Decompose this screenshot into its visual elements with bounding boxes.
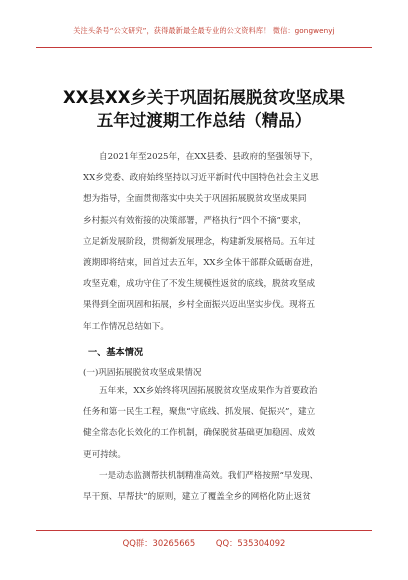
intro-line: 攻坚克难，成功守住了不发生规模性返贫的底线，脱贫攻坚成 xyxy=(83,279,316,290)
intro-line: 乡村振兴有效衔接的决策部署，严格执行“四个不摘”要求， xyxy=(83,215,307,226)
paragraph-results xyxy=(83,381,345,466)
title-line-2: 五年过渡期工作总结（精品） xyxy=(96,111,312,130)
paragraph-line: 任务和第一民生工程，聚焦“守底线、抓发展、促振兴”，建立 xyxy=(83,407,316,418)
intro-line: XX乡党委、政府始终坚持以习近平新时代中国特色社会主义思 xyxy=(83,173,319,184)
title-line-1: XX县XX乡关于巩固拓展脱贫攻坚成果 xyxy=(63,88,345,107)
intro-line: 想为指导，全面贯彻落实中央关于巩固拓展脱贫攻坚成果同 xyxy=(83,194,307,205)
paragraph-line: 早干预、早帮扶”的原则，建立了覆盖全乡的网格化防止返贫 xyxy=(83,492,311,503)
footer-qq-group: QQ群：30265665 xyxy=(122,538,196,548)
intro-line: 年工作情况总结如下。 xyxy=(83,321,169,332)
section-heading: 一、基本情况 xyxy=(88,347,144,358)
intro-paragraph xyxy=(83,147,345,338)
section-subheading: (一)巩固拓展脱贫攻坚成果情况 xyxy=(83,368,202,378)
paragraph-line: 健全常态化长效化的工作机制，确保脱贫基础更加稳固、成效 xyxy=(83,428,316,439)
intro-line: 自2021年至2025年，在XX县委、县政府的坚强领导下， xyxy=(99,152,319,162)
header-note: 关注头条号“公文研究”，获得最新最全最专业的公文资料库！ 微信：gongwenyj xyxy=(73,26,335,35)
paragraph-line: 一是动态监测帮扶机制精准高效。我们严格按照“早发现、 xyxy=(99,471,319,481)
footer-divider xyxy=(36,530,372,531)
header-divider xyxy=(36,47,372,48)
paragraph-line: 更可持续。 xyxy=(83,449,126,460)
paragraph-monitoring xyxy=(83,466,345,508)
intro-line: 果得到全面巩固和拓展，乡村全面振兴迈出坚实步伐。现将五 xyxy=(83,300,316,311)
footer xyxy=(0,537,408,549)
paragraph-line: 五年来，XX乡始终将巩固拓展脱贫攻坚成果作为首要政治 xyxy=(99,386,318,396)
footer-qq: QQ：535304092 xyxy=(215,538,286,548)
document-title xyxy=(0,86,408,132)
intro-line: 渡期即将结束，回首过去五年，XX乡全体干部群众砥砺奋进， xyxy=(83,258,319,269)
intro-line: 立足新发展阶段，贯彻新发展理念，构建新发展格局。五年过 xyxy=(83,236,316,247)
